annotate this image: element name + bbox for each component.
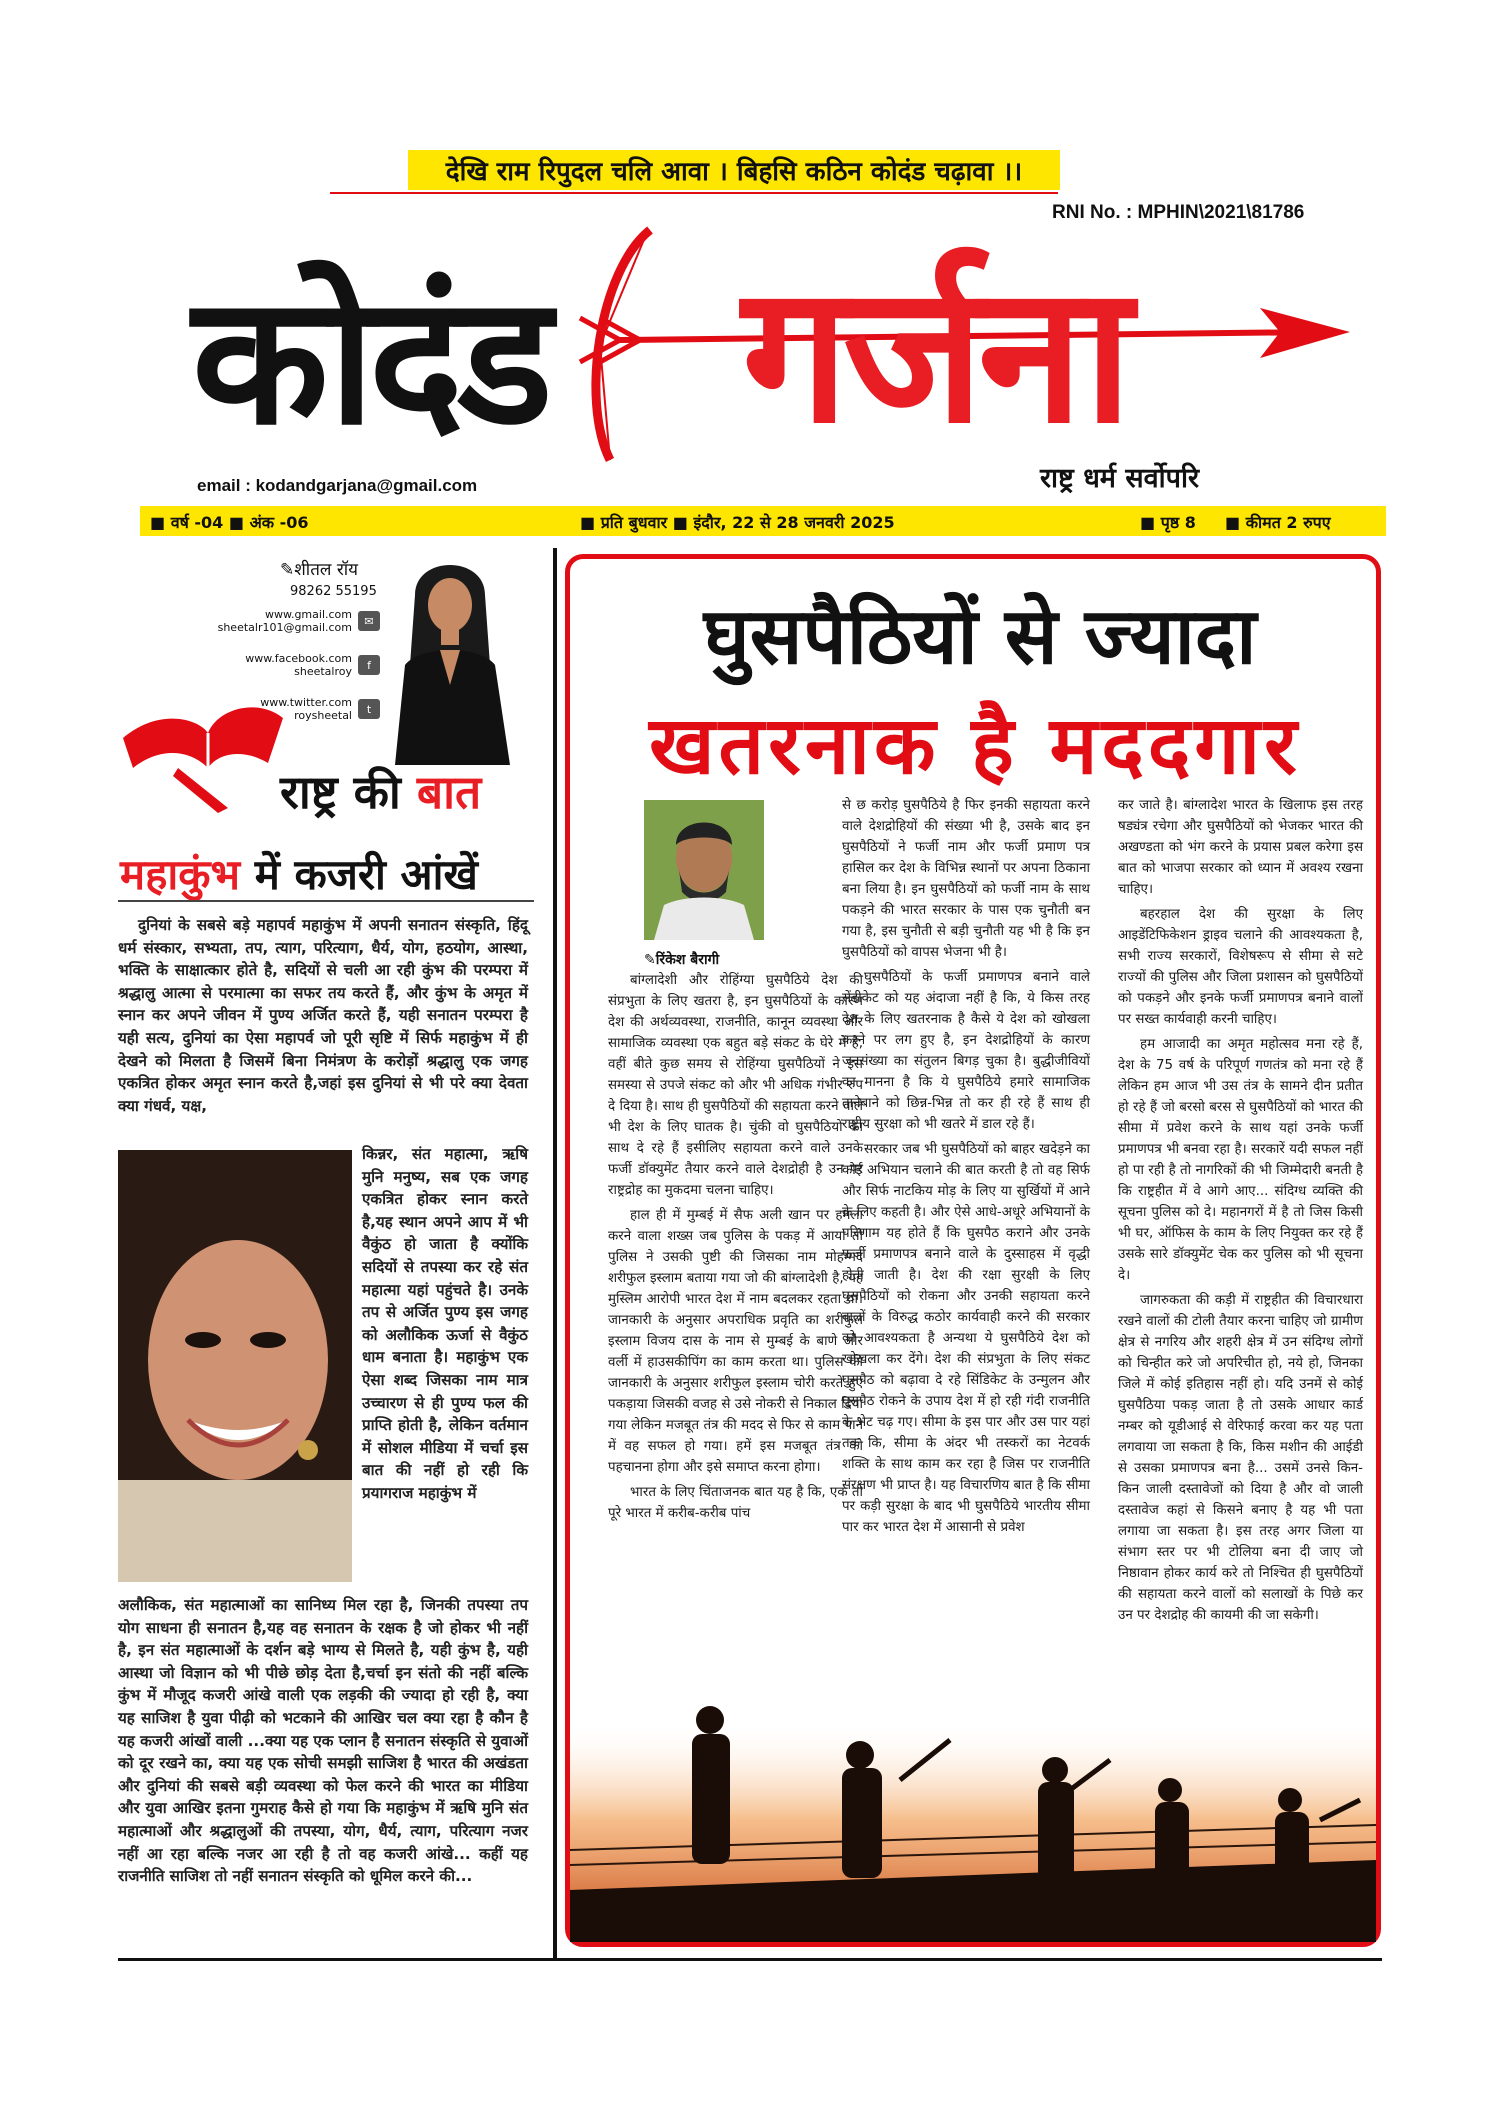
left-article-para1: दुनियां के सबसे बड़े महापर्व महाकुंभ में अपनी सनातन संस्कृति, हिंदू धर्म संस्कार, सभ्यता, तप, त्याग, परित्याग, धैर्य, योग, हठयोग, आस्था, भक्ति के साक्षात्कार होते है, सदियों से चली आ रही कुंभ की परम्परा में श्रद्धालु आत्मा से परमात्मा का सफर तय करते हैं, और कुंभ के अमृत में स्नान कर अपने जीवन में पुण्य अर्जित करते हैं, यही सनातन परम्परा है यही सत्य, दुनियां का ऐसा महापर्व जो पूरी सृष्टि में सिर्फ महाकुंभ में ही देखने को मिलता है जिसमें बिना निमंत्रण के करोड़ों श्रद्धालु एक जगह एकत्रित होकर अमृत स्नान करते है,जहां इस दुनियां से भी परे क्या देवता क्या गंधर्व, यक्ष, — [118, 916, 528, 1115]
author-photo — [644, 800, 764, 940]
left-article-para3: अलौकिक, संत महात्माओं का सानिध्य मिल रहा है, जिनकी तपस्या तप योग साधना ही सनातन है,यह वह सनातन के रक्षक है जो होकर भी नहीं है, इन संत महात्माओं के दर्शन बड़े भाग्य से मिलते है, यही कुंभ है, यही आस्था जो विज्ञान को भी पीछे छोड़ देता है,चर्चा इन संतो की नहीं बल्कि कुंभ में मौजूद कजरी आंखे वाली एक लड़की की ज्यादा हो रही है, क्या यह साजिश है युवा पीढ़ी को भटकाने की आखिर चल क्या रहा है कौन है यह कजरी आंखों वाली ...क्या यह एक प्लान है सनातन संस्कृति से युवाओं को दूर रखने का, क्या यह एक सोची समझी साजिश है भारत की अखंडता और दुनियां की सबसे बड़ी व्यवस्था को फेल करने की भारत का मीडिया और युवा आखिर इतना गुमराह कैसे हो गया कि महाकुंभ में ऋषि मुनि संत महात्माओं और श्रद्धालुओं की तपस्या, योग, धैर्य, त्याग, परित्याग नजर नहीं आ रहा बल्कि नजर आ रही है तो वह कजरी आंखे... कहीं यह राजनीति साजिश तो नहीं सनातन संस्कृति को धूमिल करने की... — [118, 1596, 528, 1886]
columnist-phone: 98262 55195 — [290, 584, 377, 599]
section-logo-part2: बात — [416, 765, 482, 819]
main-article-column-3 — [1118, 795, 1363, 1626]
page-count: ■ पृष्ठ 8 — [1140, 513, 1196, 532]
issue-year: ■ वर्ष -04 ■ अंक -06 — [150, 513, 309, 532]
tagline: राष्ट्र धर्म सर्वोपरि — [1040, 463, 1199, 494]
columnist-name: ✎शीतल रॉय — [280, 560, 359, 580]
columnist-photo — [385, 555, 515, 765]
left-title-rule — [118, 900, 534, 902]
col2-para2: घुसपैठियों के फर्जी प्रमाणपत्र बनाने वाले सेंडीकेट को यह अंदाजा नहीं है कि, ये किस तरह देश के लिए खतरनाक है कैसे ये देश को खोखला करने पर लग हुए है, इन देशद्रोहियों के कारण जनसंख्या का संतुलन बिगड़ चुका है। बुद्धीजीवियों का मानना है कि ये घुसपैठिये हमारे सामाजिक तानेबाने को छिन्न-भिन्न तो कर ही रहे हैं साथ ही राष्ट्रीय सुरक्षा को भी खतरे में डाल रहे हैं। — [842, 970, 1090, 1132]
email-address: email : kodandgarjana@gmail.com — [197, 476, 478, 495]
left-article-title — [120, 845, 478, 902]
border-soldiers-illustration — [570, 1660, 1376, 1942]
issue-date: ■ प्रति बुधवार ■ इंदौर, 22 से 28 जनवरी 2025 — [580, 513, 895, 532]
column-divider — [553, 548, 557, 1960]
col3-para4: जागरुकता की कड़ी में राष्ट्रहीत की विचारधारा रखने वालों की टोली तैयार करना चाहिए जो ग्रामीण क्षेत्र से नगरिय और शहरी क्षेत्र में उन संदिग्ध लोगों को चिन्हीत करे जो अपरिचीत हो, नये हो, जिनका जिले में कोई इतिहास नहीं हो। यदि उनमें से कोई घुसपैठिया पकड़ जाता है तो उसके आधार कार्ड नम्बर को यूडीआई से वेरिफाई करवा कर यह पता लगवाया जा सकता है कि, किस मशीन की आईडी से उसका प्रमाणपत्र बना है... उसमें उनसे किन-किन जाली दस्तावेजों को दिया है और वो जाली दस्तावेज कहां से किसने बनाए है यह भी पता लगाया जा सकता है। इस तरह अगर जिला या संभाग स्तर पर भी टोलिया बना दी जाए जो निष्ठावान होकर कार्य करे तो निश्चित ही घुसपैठियों की सहायता करने वालों को सलाखों के पिछे कर उन पर देशद्रोह की कायमी की जा सकेगी। — [1118, 1293, 1363, 1623]
gmail-contact — [200, 608, 380, 634]
top-quote-banner — [408, 150, 1060, 190]
price: ■ कीमत 2 रुपए — [1225, 513, 1331, 532]
main-article-column-1 — [608, 970, 863, 1524]
section-logo — [280, 760, 481, 822]
col1-para2: हाल ही में मुम्बई में सैफ अली खान पर हमला करने वाला शख्स जब पुलिस के पकड़ में आया तो पुलिस ने उसकी पुष्टी की जिसका नाम मोहम्मद शरीफुल इस्लाम बताया गया जो की बांग्लादेशी है, यह मुस्लिम आरोपी भारत देश में नाम बदलकर रहता था। जानकारी के अनुसार अपराधिक प्रवृति का शरीफुल इस्लाम विजय दास के नाम से मुम्बई के बाणे और वर्ली में हाउसकीपिंग का काम करता था। पुलिस की जानकारी के अनुसार शरीफुल इस्लाम चोरी करते हुए पकड़ाया जिसकी वजह से उसे नोकरी से निकाल दिया गया लेकिन मजबूत तंत्र की मदद से फिर से काम पाने में वह सफल हो गया। हमें इस मजबूत तंत्र को पहचानना होगा और इसे समाप्त करना होगा। — [608, 1208, 863, 1475]
col3-para1: कर जाते है। बांग्लादेश भारत के खिलाफ इस तरह षड्यंत्र रचेगा और घुसपैठियों को भेजकर भारत की अखण्डता को भंग करने के प्रयास प्रबल करेगा इस बात को भाजपा सरकार को ध्यान में अवश्य रखना चाहिए। — [1118, 798, 1363, 897]
section-logo-part1: राष्ट्र की — [280, 765, 417, 819]
col2-para3: सरकार जब भी घुसपैठियों को बाहर खदेड़ने का कोई अभियान चलाने की बात करती है तो वह सिर्फ और सिर्फ नाटकिय मोड़ के लिए या सुर्खियों में आने के लिए कहती है। और ऐसे आधे-अधूरे अभियानों के परिणाम यह होते हैं कि घुसपैठ कराने और उनके फर्जी प्रमाणपत्र बनाने वाले के दुस्साहस में वृद्धी होती जाती है। देश की रक्षा सुरक्षी के लिए घुसपैठियों को रोकना और उनकी सहायता करने वालों के विरुद्ध कठोर कार्यवाही करने की सरकार को आवश्यकता है अन्यथा ये घुसपैठिये देश को खोखला कर देंगे। देश की संप्रभुता के लिए संकट घुसपैठ को बढ़ावा दे रहे सिंडिकेट के उन्मुलन और घुसपैठ रोकने के उपाय देश में हो रही गंदी राजनीति के भेट चढ़ गए। सीमा के इस पार और उस पार यहां तक कि, सीमा के अंदर भी तस्करों का नेटवर्क शक्ति के साथ काम कर रहा है जिस पर राजनीति संरक्षण भी प्राप्त है। यह विचारणिय बात है कि सीमा पर कड़ी सुरक्षा के बाद भी घुसपैठिये भारतीय सीमा पार कर भारत देश में आसानी से प्रवेश — [842, 1142, 1090, 1535]
author-name: ✎रिंकेश बैरागी — [644, 952, 720, 968]
col1-para1: बांग्लादेशी और रोहिंग्या घुसपैठिये देश की संप्रभुता के लिए खतरा है, इन घुसपैठियों के कारण देश की अर्थव्यवस्था, राजनीति, कानून व्यवस्था और सामाजिक व्यवस्था एक बहुत बड़े संकट के घेरे में है, वहीं बीते कुछ समय से रोहिंग्या घुसपैठियों ने इस समस्या से उपजे संकट को और भी अधिक गंभीर रुप दे दिया है। साथ ही घुसपैठियों की सहायता करने वाले भी देश के लिए घातक है। चुंकी वो घुसपैठियों का साथ दे रहे हैं इसीलिए सहायता करने वाले उनके फर्जी डॉक्युमेंट तैयार करने वाले देशद्रोही है उन पर राष्ट्रद्रोह का मुकदमा चलना चाहिए। — [608, 973, 863, 1198]
quote-underline — [330, 192, 1058, 194]
footer-rule — [118, 1958, 1382, 1961]
left-title-black: में कजरी आंखें — [240, 850, 478, 899]
top-quote-text: देखि राम रिपुदल चलि आवा । बिहसि कठिन कोदंड चढ़ावा ।। — [445, 157, 1023, 187]
gmail-text: www.gmail.com sheetalr101@gmail.com — [217, 608, 352, 634]
left-article-para2: किन्नर, संत महात्मा, ऋषि मुनि मनुष्य, सब एक जगह एकत्रित होकर स्नान करते है,यह स्थान अपने आप में भी वैकुंठ हो जाता है क्योंकि सदियों से तपस्या कर रहे संत महात्मा यहां पहुंचते है। उनके तप से अर्जित पुण्य इस जगह को अलौकिक ऊर्जा से वैकुंठ धाम बनाता है। महाकुंभ एक ऐसा शब्द जिसका नाम मात्र उच्चारण से ही पुण्य फल की प्राप्ति होती है, लेकिन वर्तमान में सोशल मीडिया में चर्चा इस बात की नहीं हो रही कि प्रयागराज महाकुंभ में — [362, 1145, 528, 1502]
issue-info-strip — [140, 506, 1386, 536]
masthead-right: गर्जना — [742, 244, 1127, 465]
masthead-left: कोदंड — [192, 257, 547, 464]
facebook-icon: f — [358, 655, 380, 675]
main-headline-line1: घुसपैठियों से ज्यादा — [703, 592, 1257, 682]
main-headline-line2: खतरनाक है मददगार — [649, 699, 1301, 792]
twitter-text: www.twitter.com roysheetal — [260, 696, 352, 722]
book-pen-logo — [118, 668, 288, 813]
mail-icon: ✉ — [358, 611, 380, 631]
left-title-red: महाकुंभ — [120, 850, 241, 899]
kajri-photo — [118, 1150, 352, 1582]
facebook-text: www.facebook.com sheetalroy — [245, 652, 352, 678]
col2-para1: से छ करोड़ घुसपैठिये है फिर इनकी सहायता करने वाले देशद्रोहियों की संख्या भी है, उसके बाद इन घुसपैठियों ने फर्जी नाम और फर्जी प्रमाण पत्र हासिल कर देश के विभिन्न स्थानों पर अपना ठिकाना बना लिया है। इन घुसपैठियों को फर्जी नाम के साथ पकड़ने की भारत सरकार के पास एक चुनौती बन गया है, इस चुनौती से बड़ी चुनौती यह भी है कि इन घुसपैठियों को वापस भेजना भी है। — [842, 798, 1090, 960]
col1-para3: भारत के लिए चिंताजनक बात यह है कि, एक तो पूरे भारत में करीब-करीब पांच — [608, 1485, 863, 1521]
twitter-icon: t — [358, 699, 380, 719]
main-article-column-2 — [842, 795, 1090, 1538]
rni-number: RNI No. : MPHIN\2021\81786 — [1052, 202, 1305, 223]
col3-para3: हम आजादी का अमृत महोत्सव मना रहे हैं, देश के 75 वर्ष के परिपूर्ण गणतंत्र को मना रहे हैं लेकिन हम आज भी उस तंत्र के सामने दीन प्रतीत हो रहे हैं जो बरसो बरस से घुसपैठियों को भारत की सीमा में प्रवेश करने के साथ यहां उनके फर्जी प्रमाणपत्र भी बनवा रहा है। सरकारें यदी सफल नहीं हो पा रही है तो नागरिकों की भी जिम्मेदारी बनती है कि राष्ट्रहीत में वे आगे आए... संदिग्ध व्यक्ति की सूचना पुलिस को दे। महानगरों में है तो जिस किसी भी घर, ऑफिस के काम के लिए नियुक्त कर रहे हैं उसके सारे डॉक्युमेंट चेक कर पुलिस को भी सूचना दे। — [1118, 1037, 1363, 1283]
col3-para2: बहरहाल देश की सुरक्षा के लिए आइडेंटिफिकेशन ड्राइव चलाने की आवश्यकता है, सभी राज्य सरकारों, विशेषरूप से सीमा से सटे राज्यों की पुलिस और जिला प्रशासन को घुसपैठियों को पकड़ने और इनके फर्जी प्रमाणपत्र बनाने वालों पर सख्त कार्यवाही करनी चाहिए। — [1118, 907, 1363, 1027]
